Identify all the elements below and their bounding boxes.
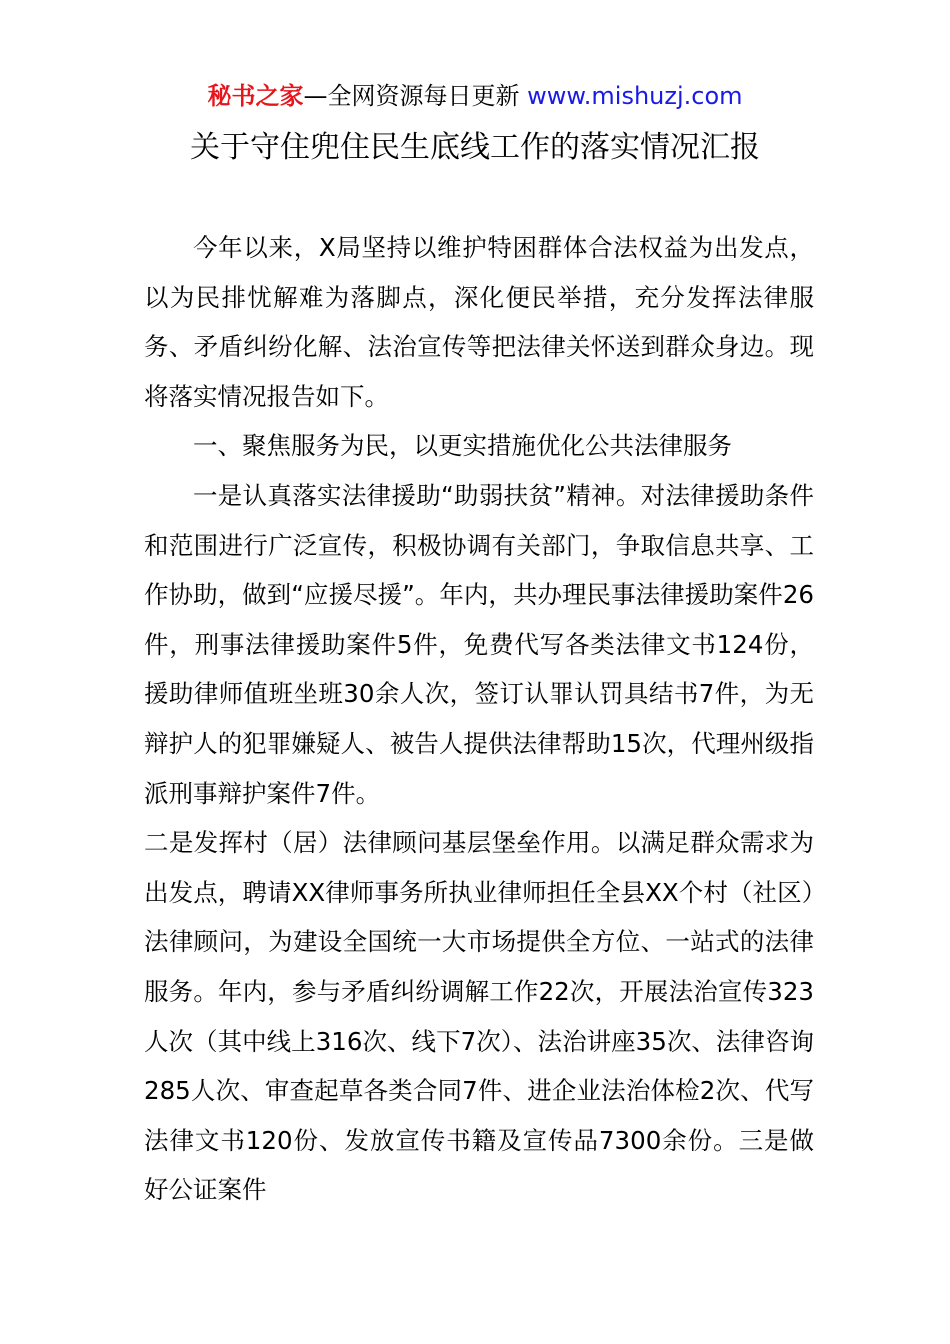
paragraph-legal-advisors: 二是发挥村（居）法律顾问基层堡垒作用。以满足群众需求为出发点，聘请XX律师事务所执业律师担任全县XX个村（社区）法律顾问，为建设全国统一大市场提供全方位、一站式的法律服务。年内，参与矛盾纠纷调解工作22次，开展法治宣传323人次（其中线上316次、线下7次）、法治讲座35次、法律咨询285人次、审查起草各类合同7件、进企业法治体检2次、代写法律文书120份、发放宣传书籍及宣传品7300余份。三是做好公证案件: [144, 828, 814, 1205]
document-title: 关于守住兜住民生底线工作的落实情况汇报: [190, 130, 760, 165]
brand-name: 秘书之家: [207, 82, 304, 110]
site-url-link[interactable]: www.mishuzj.com: [527, 82, 743, 110]
intro-paragraph: 今年以来，X局坚持以维护特困群体合法权益为出发点，以为民排忧解难为落脚点，深化便民举措，充分发挥法律服务、矛盾纠纷化解、法治宣传等把法律关怀送到群众身边。现将落实情况报告如下。: [144, 233, 814, 411]
section-heading: 一、聚焦服务为民，以更实措施优化公共法律服务: [193, 431, 732, 461]
paragraph-legal-aid: 一是认真落实法律援助“助弱扶贫”精神。对法律援助条件和范围进行广泛宣传，积极协调有关部门，争取信息共享、工作协助，做到“应援尽援”。年内，共办理民事法律援助案件26件，刑事法律援助案件5件，免费代写各类法律文书124份，援助律师值班坐班30余人次，签订认罪认罚具结书7件，为无辩护人的犯罪嫌疑人、被告人提供法律帮助15次，代理州级指派刑事辩护案件7件。: [144, 480, 814, 808]
site-banner: [0, 80, 950, 112]
document-body: [144, 223, 814, 1215]
banner-tagline: —全网资源每日更新: [303, 82, 528, 110]
